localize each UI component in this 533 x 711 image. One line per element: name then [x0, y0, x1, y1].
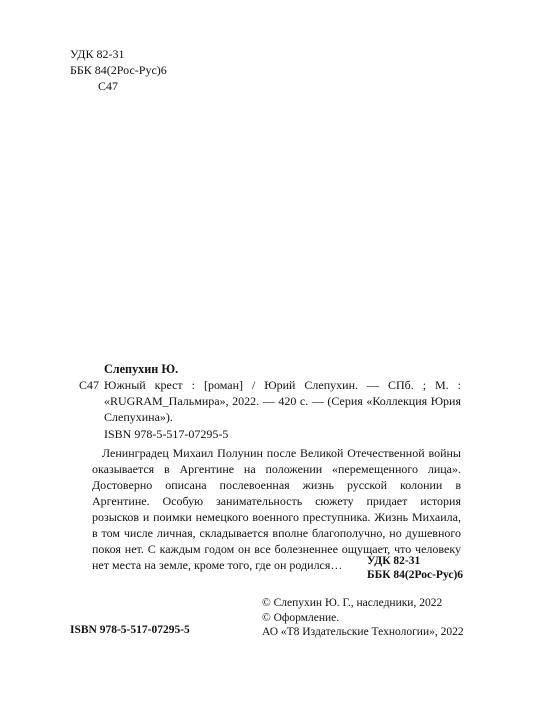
entry-description: Южный крест : [роман] / Юрий Слепухин. — СПб. ; М. : «RUGRAM_Пальмира», 2022. — 420 с. — (Серия «Коллекция Юрия Слепухина»). [104, 378, 461, 424]
classification-footer [367, 554, 463, 582]
udk-code-bottom: УДК 82-31 [367, 555, 421, 567]
entry-isbn: ISBN 978-5-517-07295-5 [104, 427, 229, 441]
copyright-notice [262, 596, 464, 640]
copyright-line: АО «Т8 Издательские Технологии», 2022 [262, 626, 464, 638]
copyright-line: © Оформление. [262, 611, 340, 624]
copyright-line: © Слепухин Ю. Г., наследники, 2022 [262, 597, 443, 609]
bbk-code: ББК 84(2Рос-Рус)6 [70, 63, 167, 77]
bbk-code-bottom: ББК 84(2Рос-Рус)6 [367, 569, 464, 581]
classification-header [70, 46, 167, 94]
entry-author-mark: С47 [79, 378, 100, 392]
isbn-footer: ISBN 978-5-517-07295-5 [70, 624, 190, 636]
author-mark: С47 [98, 79, 119, 93]
bibliographic-entry [79, 377, 461, 425]
author-heading: Слепухин Ю. [104, 362, 179, 376]
annotation-text: Ленинградец Михаил Полунин после Великой Отечественной войны оказывается в Аргентине на положении «перемещенного лица». Достоверно описана послевоенная жизнь русской колонии в Аргентине. Особую занимательность сюжету придает история розысков и поимки немецкого военного преступника. Жизнь Михаила, в том числе личная, складывается вполне благополучно, но душевного покоя нет. С каждым годом он все болезненнее ощущает, что человеку нет места на земле, кроме того, где он родился… [92, 446, 461, 572]
udk-code: УДК 82-31 [70, 47, 125, 61]
